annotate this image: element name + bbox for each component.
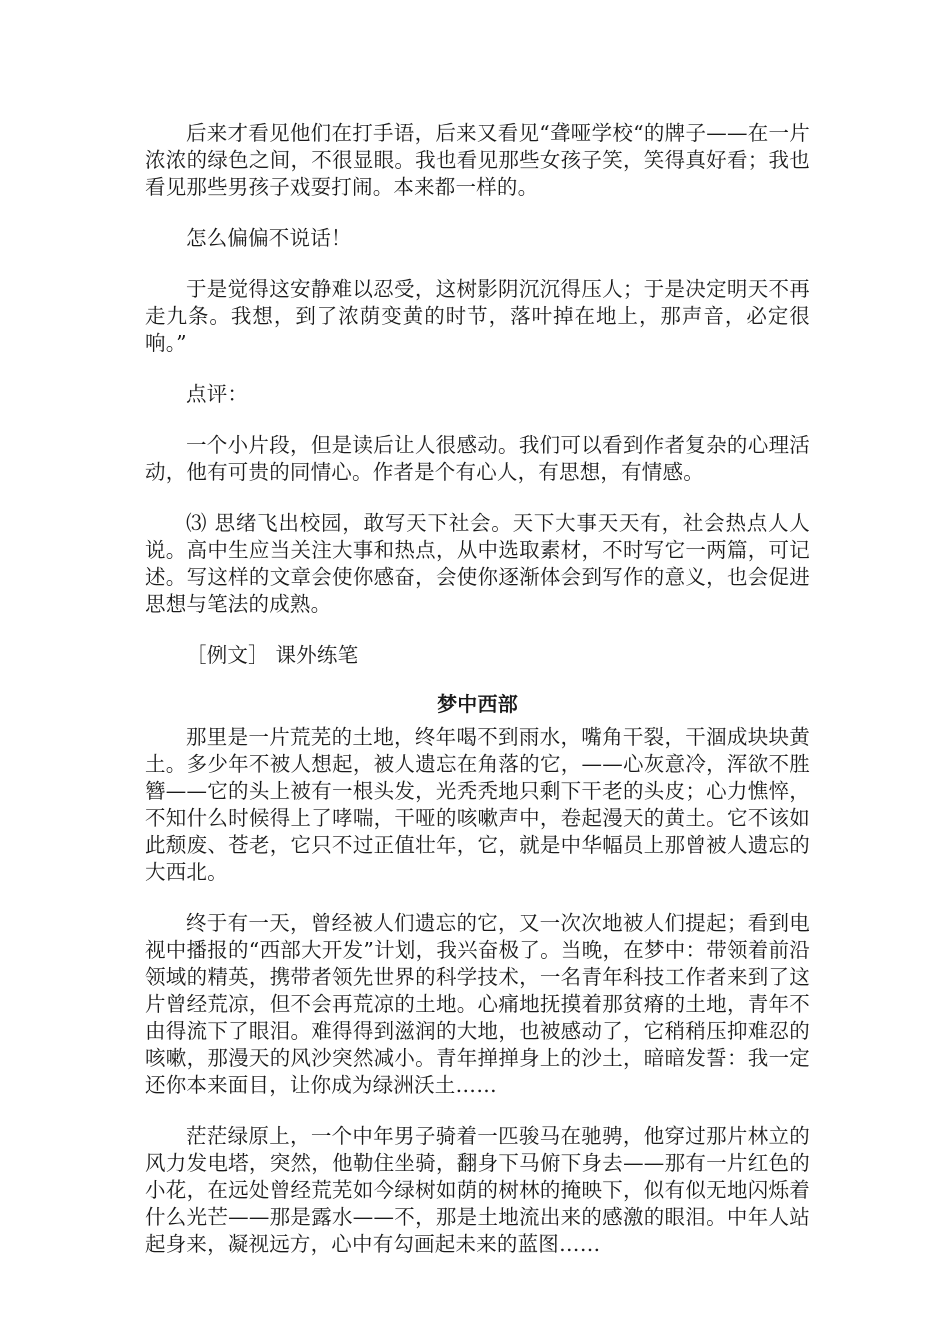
point-3-paragraph: ⑶ 思绪飞出校园，敢写天下社会。天下大事天天有，社会热点人人说。高中生应当关注大事和热点，从中选取素材，不时写它一两篇，可记述。写这样的文章会使你感奋，会使你逐渐体会到写作的意义，也会促进思想与笔法的成熟。	[145, 511, 810, 616]
paragraph-3: 于是觉得这安静难以忍受，这树影阴沉沉得压人；于是决定明天不再走九条。我想，到了浓荫变黄的时节，落叶掉在地上，那声音，必定很响。”	[145, 277, 810, 355]
document-page	[145, 120, 810, 1258]
comment-paragraph: 一个小片段，但是读后让人很感动。我们可以看到作者复杂的心理活动，他有可贵的同情心。作者是个有心人，有思想，有情感。	[145, 433, 810, 484]
comment-heading: 点评：	[186, 382, 249, 406]
essay-paragraph-1: 那里是一片荒芜的土地，终年喝不到雨水，嘴角干裂，干涸成块块黄土。多少年不被人想起，被人遗忘在角落的它，——心灰意冷，浑欲不胜簪——它的头上被有一根头发，光秃秃地只剩下干老的头皮；心力憔悴，不知什么时候得上了哮喘，干哑的咳嗽声中，卷起漫天的黄土。它不该如此颓废、苍老，它只不过正值壮年，它，就是中华幅员上那曾被人遗忘的大西北。	[145, 725, 810, 884]
paragraph-1: 后来才看见他们在打手语，后来又看见“聋哑学校“的牌子——在一片浓浓的绿色之间，不很显眼。我也看见那些女孩子笑，笑得真好看；我也看见那些男孩子戏耍打闹。本来都一样的。	[145, 121, 810, 199]
essay-paragraph-3: 茫茫绿原上，一个中年男子骑着一匹骏马在驰骋，他穿过那片林立的风力发电塔，突然，他勒住坐骑，翻身下马俯下身去——那有一片红色的小花，在远处曾经荒芜如今绿树如荫的树林的掩映下，似有似无地闪烁着什么光芒——那是露水——不，那是土地流出来的感激的眼泪。中年人站起身来，凝视远方，心中有勾画起未来的蓝图……	[145, 1124, 810, 1256]
paragraph-2: 怎么偏偏不说话！	[186, 226, 352, 250]
essay-title: 梦中西部	[437, 692, 518, 716]
example-label: ［例文］ 课外练笔	[186, 643, 359, 667]
essay-paragraph-2: 终于有一天，曾经被人们遗忘的它，又一次次地被人们提起；看到电视中播报的“西部大开发”计划，我兴奋极了。当晚，在梦中：带领着前沿领域的精英，携带者领先世界的科学技术，一名青年科技工作者来到了这片曾经荒凉，但不会再荒凉的土地。心痛地抚摸着那贫瘠的土地，青年不由得流下了眼泪。难得得到滋润的大地，也被感动了，它稍稍压抑难忍的咳嗽，那漫天的风沙突然减小。青年掸掸身上的沙土，暗暗发誓：我一定还你本来面目，让你成为绿洲沃土……	[145, 911, 810, 1097]
